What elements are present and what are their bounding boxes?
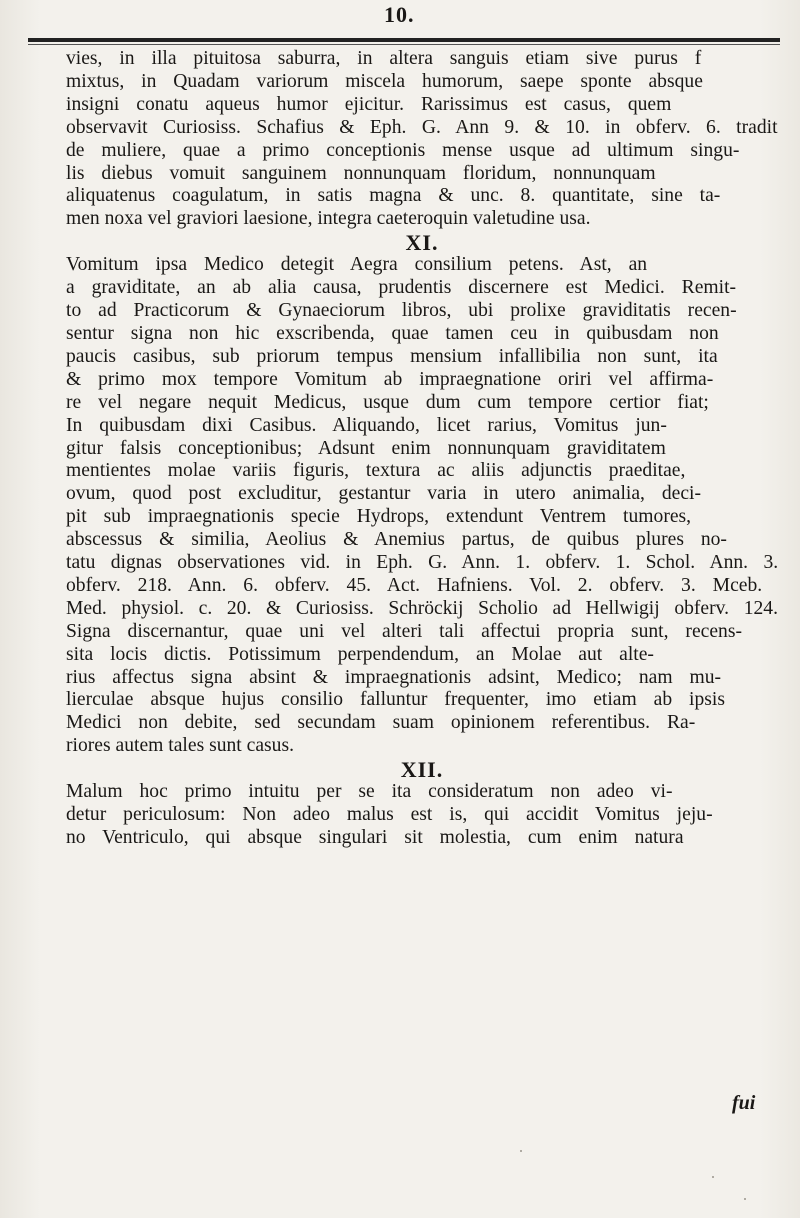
text-line: Signa discernantur, quae uni vel alteri tali affectui propria sunt, recens- bbox=[66, 620, 742, 642]
text-line: tatu dignas observationes vid. in Eph. G. Ann. 1. obferv. 1. Schol. Ann. 3. bbox=[66, 552, 778, 574]
text-line: aliquatenus coagulatum, in satis magna & unc. 8. quantitate, sine ta- bbox=[66, 185, 721, 207]
text-line: pit sub impraegnationis specie Hydrops, extendunt Ventrem tumores, bbox=[66, 506, 692, 528]
text-line: abscessus & similia, Aeolius & Anemius partus, de quibus plures no- bbox=[66, 529, 727, 551]
text-line: mentientes molae variis figuris, textura ac aliis adjunctis praeditae, bbox=[66, 460, 686, 482]
text-line: no Ventriculo, qui absque singulari sit molestia, cum enim natura bbox=[66, 827, 684, 848]
text-line: Medici non debite, sed secundam suam opinionem referentibus. Ra- bbox=[66, 712, 696, 734]
header-rule-thin bbox=[28, 44, 780, 45]
text-line: men noxa vel graviori laesione, integra caeteroquin valetudine usa. bbox=[66, 208, 591, 230]
text-line: Malum hoc primo intuitu per se ita consideratum non adeo vi- bbox=[66, 781, 673, 803]
text-line: & primo mox tempore Vomitum ab impraegnatione oriri vel affirma- bbox=[66, 368, 714, 390]
text-line: In quibusdam dixi Casibus. Aliquando, licet rarius, Vomitus jun- bbox=[66, 414, 667, 436]
text-line: a graviditate, an ab alia causa, prudentis discernere est Medici. Remit- bbox=[66, 277, 737, 299]
text-line: Med. physiol. c. 20. & Curiosiss. Schröckij Scholio ad Hellwigij obferv. 124. bbox=[66, 597, 778, 619]
section-heading-xi: XI. bbox=[405, 230, 439, 256]
text-line: lis diebus vomuit sanguinem nonnunquam floridum, nonnunquam bbox=[66, 162, 656, 184]
paper-speck bbox=[520, 1150, 522, 1152]
section-heading-xii: XII. bbox=[400, 757, 444, 783]
text-line: paucis casibus, sub priorum tempus mensium infallibilia non sunt, ita bbox=[66, 345, 718, 367]
text-line: to ad Practicorum & Gynaeciorum libros, ubi prolixe graviditatis recen- bbox=[66, 300, 737, 322]
text-line: ovum, quod post excluditur, gestantur varia in utero animalia, deci- bbox=[66, 483, 702, 505]
text-line: de muliere, quae a primo conceptionis mense usque ad ultimum singu- bbox=[66, 139, 740, 161]
text-line: gitur falsis conceptionibus; Adsunt enim nonnunquam graviditatem bbox=[66, 437, 666, 459]
paper-speck bbox=[744, 1198, 746, 1200]
text-line: detur periculosum: Non adeo malus est is, qui accidit Vomitus jeju- bbox=[66, 804, 713, 826]
paper-speck bbox=[712, 1176, 714, 1178]
text-line: vies, in illa pituitosa saburra, in altera sanguis etiam sive purus f bbox=[66, 48, 702, 69]
text-line: riores autem tales sunt casus. bbox=[66, 735, 294, 757]
text-line: re vel negare nequit Medicus, usque dum cum tempore certior fiat; bbox=[66, 391, 709, 413]
text-line: lierculae absque hujus consilio falluntur frequenter, imo etiam ab ipsis bbox=[66, 689, 725, 711]
text-line: sita locis dictis. Potissimum perpendendum, an Molae aut alte- bbox=[66, 643, 654, 665]
header-rule bbox=[28, 38, 780, 42]
page-number: 10. bbox=[384, 2, 415, 27]
text-line: obferv. 218. Ann. 6. obferv. 45. Act. Hafniens. Vol. 2. obferv. 3. Mceb. bbox=[66, 574, 763, 596]
catchword: fui bbox=[732, 1092, 756, 1114]
body-text bbox=[66, 48, 778, 850]
text-line: insigni conatu aqueus humor ejicitur. Rarissimus est casus, quem bbox=[66, 93, 672, 115]
text-line: mixtus, in Quadam variorum miscela humorum, saepe sponte absque bbox=[66, 70, 703, 92]
text-line: rius affectus signa absint & impraegnationis adsint, Medico; nam mu- bbox=[66, 666, 722, 688]
text-line: observavit Curiosiss. Schafius & Eph. G. Ann 9. & 10. in obferv. 6. tradit bbox=[66, 116, 778, 138]
text-line: sentur signa non hic exscribenda, quae tamen ceu in quibusdam non bbox=[66, 322, 719, 344]
text-line: Vomitum ipsa Medico detegit Aegra consilium petens. Ast, an bbox=[66, 254, 648, 276]
